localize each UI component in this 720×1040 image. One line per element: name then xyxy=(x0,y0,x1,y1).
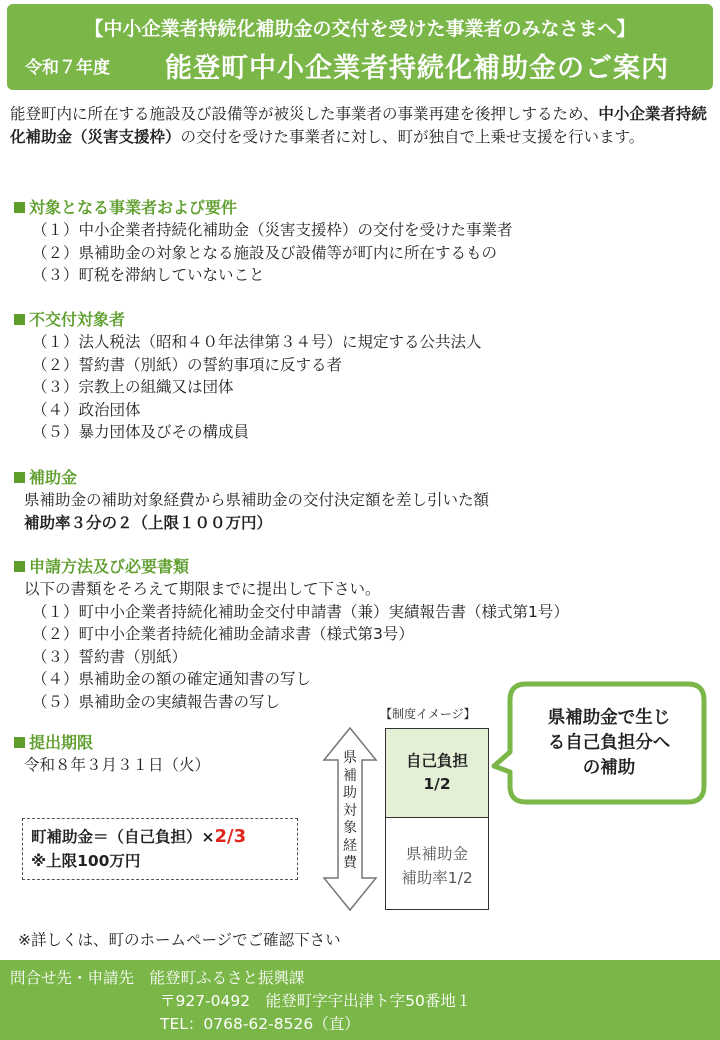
section-title: 対象となる事業者および要件 xyxy=(14,197,513,219)
list-item: （２）誓約書（別紙）の誓約事項に反する者 xyxy=(32,355,343,374)
page-title: 能登町中小企業者持続化補助金のご案内 xyxy=(165,53,669,84)
homepage-note: ※詳しくは、町のホームページでご確認下さい xyxy=(18,931,341,949)
list-item: （１）法人税法（昭和４０年法律第３４号）に規定する公共法人 xyxy=(32,333,482,351)
self-burden-box: 自己負担 1/2 xyxy=(385,728,489,818)
prefecture-subsidy-box: 県補助金 補助率1/2 xyxy=(385,817,489,910)
list-item: （３）誓約書（別紙） xyxy=(32,647,188,666)
list-item: （２）町中小企業者持続化補助金請求書（様式第3号） xyxy=(32,625,414,643)
diagram-label: 【制度イメージ】 xyxy=(380,707,476,721)
contact-phone: TEL：0768-62-8526（直） xyxy=(160,1015,360,1033)
list-item: （３）町税を滞納していないこと xyxy=(32,266,265,284)
formula-line: 町補助金＝（自己負担）×2/3 xyxy=(31,826,247,847)
deadline-date: 令和８年３月３１日（火） xyxy=(24,756,211,774)
list-item: （５）県補助金の実績報告書の写し xyxy=(32,692,281,711)
list-item: （４）政治団体 xyxy=(32,400,141,419)
application-lead: 以下の書類をそろえて期限までに提出して下さい。 xyxy=(24,580,381,598)
section-title: 提出期限 xyxy=(14,732,210,754)
section-title: 申請方法及び必要書類 xyxy=(14,556,569,578)
header-year: 令和７年度 xyxy=(25,58,110,78)
subsidy-rate: 補助率３分の２（上限１００万円） xyxy=(24,513,273,532)
list-item: （５）暴力団体及びその構成員 xyxy=(32,423,250,441)
list-item: （３）宗教上の組織又は団体 xyxy=(32,378,234,396)
formula-ratio: 2/3 xyxy=(214,826,247,847)
contact-department: 問合せ先・申請先 能登町ふるさと振興課 xyxy=(10,969,305,987)
list-item: （１）町中小企業者持続化補助金交付申請書（兼）実績報告書（様式第1号） xyxy=(32,602,569,621)
intro-text-1: 能登町内に所在する施設及び設備等が被災した事業者の事業再建を後押しするため、 xyxy=(10,105,599,123)
section-title: 不交付対象者 xyxy=(14,309,482,331)
intro-bold: 中小企業者持続化補助金（災害支援枠） xyxy=(10,105,707,146)
contact-address: 〒927-0492 能登町字宇出津ト字50番地１ xyxy=(160,992,472,1010)
callout-text: 県補助金で生じ る自己負担分へ の補助 xyxy=(547,708,671,778)
footer-contact xyxy=(0,960,720,1040)
subsidy-description: 県補助金の補助対象経費から県補助金の交付決定額を差し引いた額 xyxy=(24,491,490,509)
header-subtitle: 【中小企業者持続化補助金の交付を受けた事業者のみなさまへ】 xyxy=(84,18,636,40)
list-item: （１）中小企業者持続化補助金（災害支援枠）の交付を受けた事業者 xyxy=(32,221,513,239)
formula-limit: ※上限100万円 xyxy=(31,852,141,870)
intro-text-2: の交付を受けた事業者に対し、町が独自で上乗せ支援を行います。 xyxy=(180,128,645,146)
list-item: （４）県補助金の額の確定通知書の写し xyxy=(32,670,312,688)
vertical-axis-label: 県 補 助 対 象 経 費 xyxy=(343,750,357,871)
section-title: 補助金 xyxy=(14,467,489,489)
list-item: （２）県補助金の対象となる施設及び設備等が町内に所在するもの xyxy=(32,243,498,262)
